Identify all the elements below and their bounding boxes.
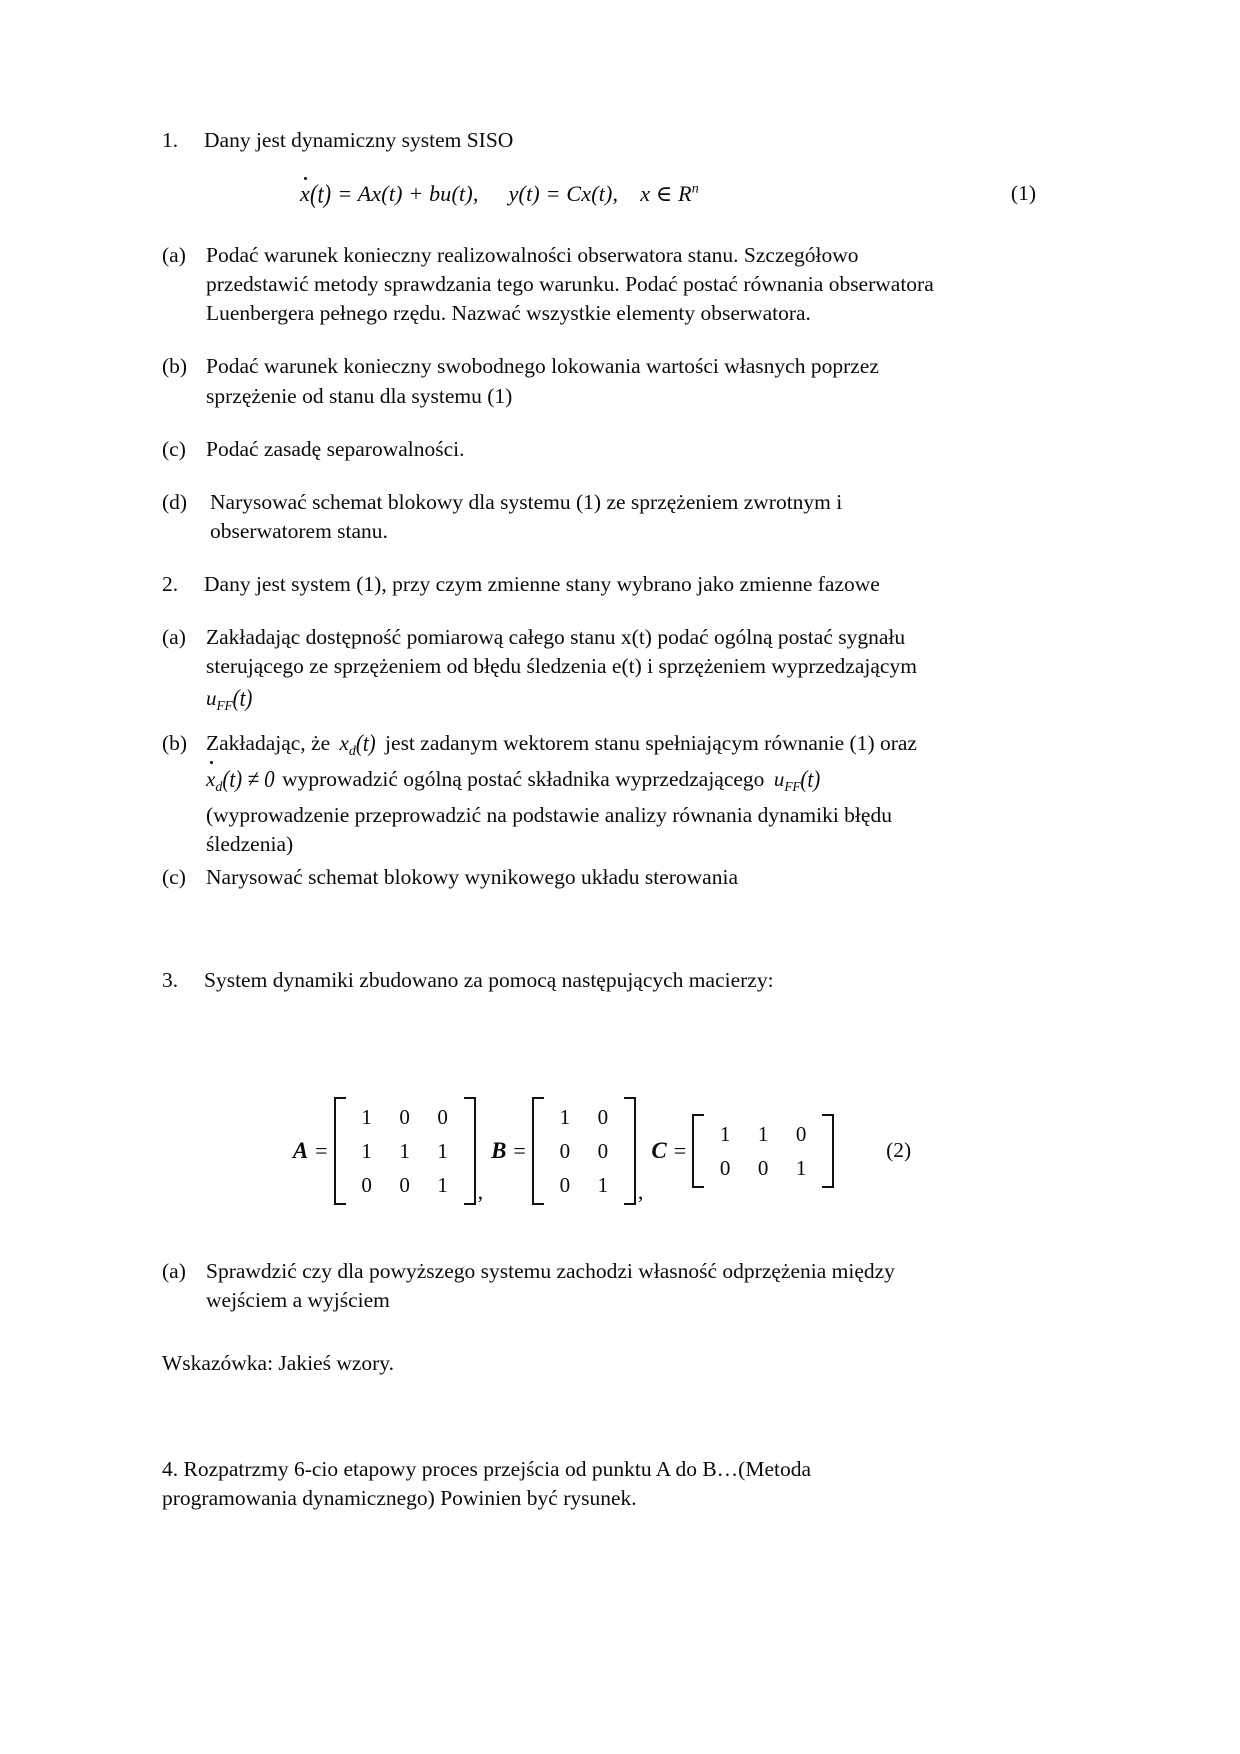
hint-text: Wskazówka: Jakieś wzory. bbox=[162, 1351, 395, 1376]
equation-1-number: (1) bbox=[1010, 181, 1036, 206]
u-ff-argument: (t) bbox=[232, 683, 253, 712]
cell: 0 bbox=[437, 1104, 448, 1129]
item-2b-line-4: śledzenia) bbox=[206, 831, 294, 856]
item-2a bbox=[162, 623, 1042, 715]
item-2b-line-1-pre: Zakładając, że bbox=[206, 731, 331, 756]
cell: 0 bbox=[559, 1172, 571, 1197]
matrix-B-equals: = bbox=[513, 1137, 526, 1163]
bracket-left bbox=[532, 1097, 544, 1205]
item-1d bbox=[162, 488, 1042, 546]
x-d-symbol bbox=[336, 728, 380, 760]
x-dot-symbol: x bbox=[300, 180, 310, 206]
spacer bbox=[162, 1205, 1042, 1257]
spacer bbox=[162, 207, 1042, 241]
item-2b-line-2 bbox=[206, 761, 1042, 797]
cell: 1 bbox=[757, 1121, 769, 1146]
matrix-C-bracket bbox=[692, 1114, 834, 1188]
matrix-C-cells bbox=[704, 1114, 822, 1188]
item-1-text: Dany jest dynamiczny system SISO bbox=[204, 128, 514, 152]
cell: 0 bbox=[597, 1138, 609, 1163]
cell: 0 bbox=[795, 1121, 807, 1146]
bracket-right bbox=[624, 1097, 636, 1205]
matrix-separator-2: , bbox=[637, 1178, 644, 1204]
item-1b-line-1: Podać warunek konieczny swobodnego lokowania wartości własnych poprzez bbox=[206, 354, 879, 379]
cell: 0 bbox=[757, 1155, 769, 1180]
x-d-dot-base: x bbox=[206, 765, 215, 794]
matrix-B-cells bbox=[544, 1097, 624, 1205]
x-d-argument: (t) bbox=[355, 728, 376, 758]
cell: 1 bbox=[399, 1138, 410, 1163]
item-2c-marker: (c) bbox=[162, 864, 186, 889]
cell: 1 bbox=[719, 1121, 731, 1146]
item-1d-body bbox=[210, 488, 1042, 546]
u-ff-base: u bbox=[206, 685, 217, 710]
item-4 bbox=[162, 1455, 1042, 1513]
cell: 1 bbox=[361, 1104, 372, 1129]
item-1a bbox=[162, 241, 1042, 329]
matrix-C-label: C bbox=[651, 1137, 667, 1163]
item-2b-line-3: (wyprowadzenie przeprowadzić na podstawie analizy równania dynamiki błędu bbox=[206, 802, 892, 827]
u-ff-base-2: u bbox=[773, 767, 785, 792]
cell: 1 bbox=[437, 1138, 448, 1163]
matrix-A-equals: = bbox=[315, 1137, 328, 1163]
matrix-B bbox=[491, 1097, 636, 1205]
u-ff-symbol-2 bbox=[770, 765, 821, 795]
matrix-C-equals: = bbox=[673, 1137, 687, 1163]
spacer bbox=[162, 1379, 1042, 1431]
item-3-marker: 3. bbox=[162, 968, 179, 993]
x-dot-argument: (t) bbox=[309, 178, 332, 208]
item-1a-line-2: przedstawić metody sprawdzania tego warunku. Podać postać równania obserwatora bbox=[206, 271, 934, 296]
spacer bbox=[162, 715, 1042, 729]
equation-1-part-1: = Ax(t) + bu(t), bbox=[337, 180, 479, 206]
item-1b bbox=[162, 352, 1042, 410]
item-1a-line-1: Podać warunek konieczny realizowalności obserwatora stanu. Szczegółowo bbox=[206, 242, 859, 267]
x-d-subscript: d bbox=[348, 744, 356, 760]
item-1d-line-2: obserwatorem stanu. bbox=[210, 519, 388, 544]
item-2a-line-2: sterującego ze sprzężeniem od błędu śledzenia e(t) i sprzężeniem wyprzedzającym bbox=[206, 654, 917, 679]
matrix-C bbox=[651, 1114, 834, 1188]
item-1a-line-3: Luenbergera pełnego rzędu. Nazwać wszystkie elementy obserwatora. bbox=[206, 301, 811, 326]
item-3a-line-2: wejściem a wyjściem bbox=[206, 1288, 390, 1313]
item-4-line-2: programowania dynamicznego) Powinien być rysunek. bbox=[162, 1485, 637, 1510]
equation-1-row bbox=[162, 178, 1042, 208]
cell: 0 bbox=[399, 1172, 410, 1197]
item-1c-line-1: Podać zasadę separowalności. bbox=[206, 436, 465, 461]
matrix-A-cells bbox=[346, 1097, 464, 1205]
item-3a bbox=[162, 1257, 1042, 1315]
bracket-right bbox=[822, 1114, 834, 1188]
item-3-text: System dynamiki zbudowano za pomocą następujących macierzy: bbox=[204, 968, 774, 993]
item-1c bbox=[162, 435, 1042, 464]
item-2b-line-1 bbox=[206, 729, 1042, 761]
cell: 1 bbox=[597, 1172, 609, 1197]
u-ff-argument-2: (t) bbox=[800, 765, 821, 794]
item-1a-marker: (a) bbox=[162, 242, 186, 267]
cell: 0 bbox=[399, 1104, 410, 1129]
matrix-separator-1: , bbox=[477, 1178, 484, 1204]
item-1-marker: 1. bbox=[162, 128, 179, 152]
equation-1-exponent: n bbox=[691, 181, 699, 197]
u-ff-subscript: FF bbox=[216, 697, 233, 713]
spacer bbox=[162, 892, 1042, 966]
item-2b-line-2-post: wyprowadzić ogólną postać składnika wyprzedzającego bbox=[282, 767, 765, 792]
item-1d-marker: (d) bbox=[162, 490, 188, 514]
item-2a-line-1: Zakładając dostępność pomiarową całego stanu x(t) podać ogólną postać sygnału bbox=[206, 625, 906, 650]
item-2b bbox=[162, 729, 1042, 859]
spacer bbox=[162, 546, 1042, 570]
cell: 1 bbox=[795, 1155, 807, 1180]
item-1b-marker: (b) bbox=[162, 354, 188, 379]
matrix-A bbox=[293, 1097, 476, 1205]
cell: 0 bbox=[719, 1155, 731, 1180]
cell: 0 bbox=[361, 1172, 372, 1197]
x-d-base: x bbox=[339, 731, 349, 756]
equation-1-body bbox=[300, 178, 699, 208]
u-ff-subscript-2: FF bbox=[784, 779, 801, 795]
matrix-equation-number: (2) bbox=[886, 1138, 912, 1163]
item-2-marker: 2. bbox=[162, 572, 179, 597]
bracket-left bbox=[334, 1097, 346, 1205]
item-2 bbox=[162, 570, 1042, 599]
cell: 1 bbox=[361, 1138, 372, 1163]
item-1a-body bbox=[206, 241, 1042, 329]
item-2b-body bbox=[206, 729, 1042, 859]
matrix-A-label: A bbox=[292, 1137, 309, 1163]
equation-1-part-3: x ∈ R bbox=[640, 180, 692, 206]
bracket-left bbox=[692, 1114, 704, 1188]
matrix-B-bracket bbox=[532, 1097, 636, 1205]
cell: 1 bbox=[559, 1104, 571, 1129]
spacer bbox=[162, 1069, 1042, 1093]
item-2a-body bbox=[206, 623, 1042, 715]
item-2a-line-3 bbox=[206, 682, 1042, 716]
equation-1-part-2: y(t) = Cx(t), bbox=[508, 180, 619, 206]
item-1b-body bbox=[206, 352, 1042, 410]
item-3 bbox=[162, 966, 1042, 995]
spacer bbox=[162, 411, 1042, 435]
x-d-dot-argument: (t) ≠ 0 bbox=[222, 765, 275, 794]
cell: 0 bbox=[597, 1104, 609, 1129]
x-d-dot-subscript: d bbox=[215, 780, 223, 796]
item-3a-body bbox=[206, 1257, 1042, 1315]
x-d-dot-symbol bbox=[206, 765, 277, 796]
document-content bbox=[162, 126, 1042, 1513]
item-2a-marker: (a) bbox=[162, 625, 186, 650]
matrix-A-bracket bbox=[334, 1097, 476, 1205]
spacer bbox=[162, 1315, 1042, 1349]
item-2c bbox=[162, 859, 1042, 892]
item-2b-marker: (b) bbox=[162, 731, 188, 756]
matrix-equation-2 bbox=[162, 1097, 1042, 1205]
spacer bbox=[162, 1431, 1042, 1455]
item-1c-marker: (c) bbox=[162, 436, 186, 461]
item-1b-line-2: sprzężenie od stanu dla systemu (1) bbox=[206, 383, 513, 408]
cell: 0 bbox=[559, 1138, 571, 1163]
u-ff-symbol bbox=[206, 683, 253, 713]
spacer bbox=[162, 464, 1042, 488]
spacer bbox=[162, 599, 1042, 623]
item-2c-line-1: Narysować schemat blokowy wynikowego układu sterowania bbox=[206, 864, 738, 889]
spacer bbox=[162, 328, 1042, 352]
item-1d-line-1: Narysować schemat blokowy dla systemu (1) ze sprzężeniem zwrotnym i bbox=[210, 490, 843, 514]
matrix-B-label: B bbox=[491, 1137, 507, 1163]
spacer bbox=[162, 995, 1042, 1069]
item-3a-marker: (a) bbox=[162, 1258, 186, 1283]
item-2-text: Dany jest system (1), przy czym zmienne stany wybrano jako zmienne fazowe bbox=[204, 572, 880, 597]
item-2b-line-1-post: jest zadanym wektorem stanu spełniającym równanie (1) oraz bbox=[385, 731, 917, 756]
item-4-line-1: 4. Rozpatrzmy 6-cio etapowy proces przejścia od punktu A do B…(Metoda bbox=[162, 1456, 812, 1481]
item-1 bbox=[162, 126, 1042, 155]
item-3a-line-1: Sprawdzić czy dla powyższego systemu zachodzi własność odprzężenia między bbox=[206, 1258, 895, 1283]
cell: 1 bbox=[437, 1172, 448, 1197]
bracket-right bbox=[464, 1097, 476, 1205]
